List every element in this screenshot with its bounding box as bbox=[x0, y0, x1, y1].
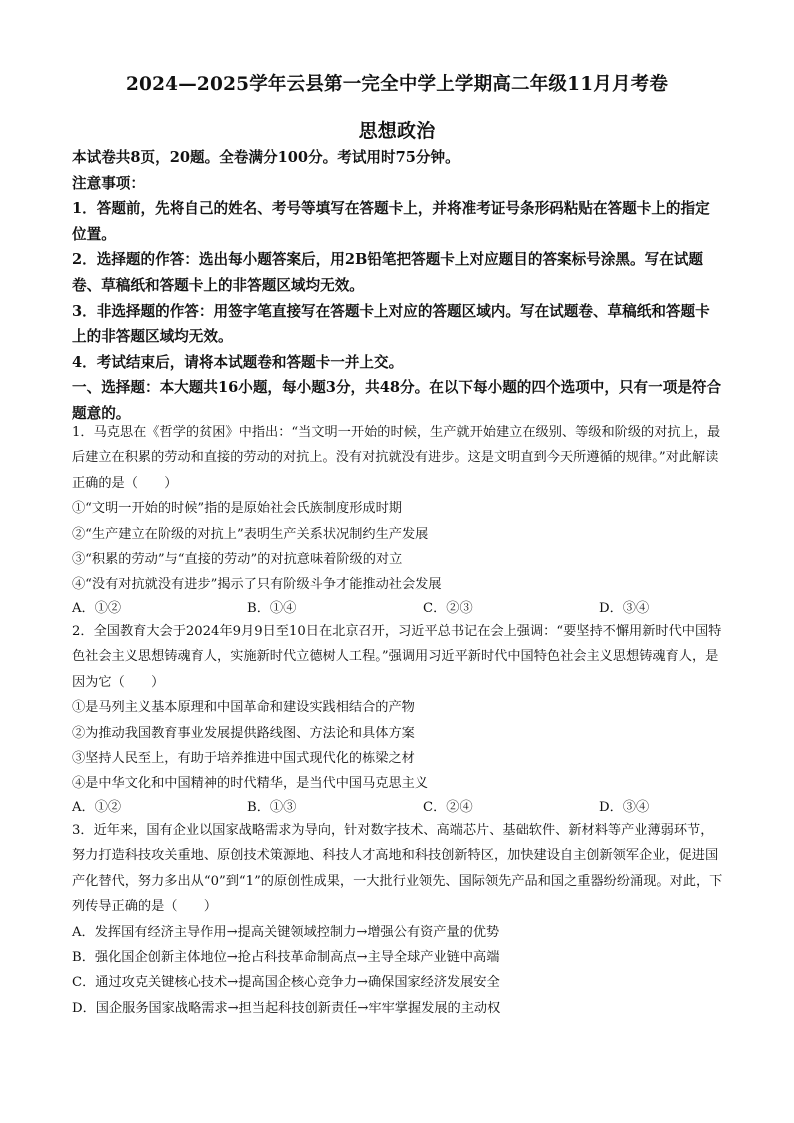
question-item: ①“文明一开始的时候”指的是原始社会氏族制度形成时期 bbox=[72, 501, 402, 517]
option-b: B．①③ bbox=[247, 800, 297, 815]
question-option: D．国企服务国家战略需求→担当起科技创新责任→牢牢掌握发展的主动权 bbox=[72, 1000, 501, 1016]
option-d: D．③④ bbox=[599, 800, 650, 815]
question-item: ①是马列主义基本原理和中国革命和建设实践相结合的产物 bbox=[72, 700, 415, 716]
question-stem: 2．全国教育大会于2024年9月9日至10日在北京召开，习近平总书记在会上强调：“要坚持不懈用新时代中国特色社会主义思想铸魂育人，实施新时代立德树人工程。”强调用习近平新时代中国特色社会主义思想铸魂育人，是因为它（ ） bbox=[72, 624, 722, 690]
question-stem: 3．近年来，国有企业以国家战略需求为导向，针对数字技术、高端芯片、基础软件、新材料等产业薄弱环节，努力打造科技攻关重地、原创技术策源地、科技人才高地和科技创新特区，加快建设自主创新领军企业，促进国产化替代，努力多出从“0”到“1”的原创性成果，一大批行业领先、国际领先产品和国之重器纷纷涌现。对此，下列传导正确的是（ ） bbox=[72, 823, 723, 915]
exam-summary: 本试卷共8页，20题。全卷满分100分。考试用时75分钟。 bbox=[72, 149, 460, 166]
notice-item: 4．考试结束后，请将本试题卷和答题卡一并上交。 bbox=[72, 353, 404, 371]
question-3 bbox=[72, 818, 724, 1021]
subject-title: 思想政治 bbox=[358, 120, 436, 142]
section-heading: 一、选择题：本大题共16小题，每小题3分，共48分。在以下每小题的四个选项中，只有一项是符合题意的。 bbox=[72, 379, 722, 422]
option-a: A．①② bbox=[72, 601, 122, 616]
question-2 bbox=[72, 619, 724, 797]
question-item: ③“积累的劳动”与“直接的劳动”的对抗意味着阶级的对立 bbox=[72, 552, 403, 568]
question-item: ④“没有对抗就没有进步”揭示了只有阶级斗争才能推动社会发展 bbox=[72, 577, 442, 593]
question-item: ③坚持人民至上，有助于培养推进中国式现代化的栋梁之材 bbox=[72, 751, 415, 767]
exam-intro bbox=[72, 145, 724, 427]
question-1 bbox=[72, 420, 724, 598]
question-1-options bbox=[72, 597, 724, 617]
notice-item: 3．非选择题的作答：用签字笔直接写在答题卡上对应的答题区域内。写在试题卷、草稿纸和答题卡上的非答题区域均无效。 bbox=[72, 302, 710, 346]
option-c: C．②④ bbox=[423, 800, 473, 815]
question-option: A．发挥国有经济主导作用→提高关键领域控制力→增强公有资产量的优势 bbox=[72, 924, 500, 940]
question-item: ④是中华文化和中国精神的时代精华，是当代中国马克思主义 bbox=[72, 776, 429, 792]
question-item: ②“生产建立在阶级的对抗上”表明生产关系状况制约生产发展 bbox=[72, 526, 429, 542]
question-option: C．通过攻克关键核心技术→提高国企核心竞争力→确保国家经济发展安全 bbox=[72, 975, 500, 991]
question-2-options bbox=[72, 796, 724, 816]
notice-item: 2．选择题的作答：选出每小题答案后，用2B铅笔把答题卡上对应题目的答案标号涂黑。写在试题卷、草稿纸和答题卡上的非答题区域均无效。 bbox=[72, 251, 703, 294]
option-d: D．③④ bbox=[599, 601, 650, 616]
option-b: B．①④ bbox=[247, 601, 297, 616]
question-stem: 1．马克思在《哲学的贫困》中指出：“当文明一开始的时候，生产就开始建立在级别、等级和阶级的对抗上，最后建立在积累的劳动和直接的劳动的对抗上。没有对抗就没有进步。这是文明直到今天所遵循的规律。”对此解读正确的是（ ） bbox=[72, 425, 721, 491]
option-a: A．①② bbox=[72, 800, 122, 815]
notice-label: 注意事项： bbox=[72, 174, 145, 192]
question-item: ②为推动我国教育事业发展提供路线图、方法论和具体方案 bbox=[72, 725, 415, 741]
question-option: B．强化国企创新主体地位→抢占科技革命制高点→主导全球产业链中高端 bbox=[72, 950, 500, 966]
exam-title: 2024—2025学年云县第一完全中学上学期高二年级11月月考卷 bbox=[125, 74, 669, 95]
notice-item: 1．答题前，先将自己的姓名、考号等填写在答题卡上，并将准考证号条形码粘贴在答题卡上的指定位置。 bbox=[72, 200, 710, 243]
option-c: C．②③ bbox=[423, 601, 473, 616]
